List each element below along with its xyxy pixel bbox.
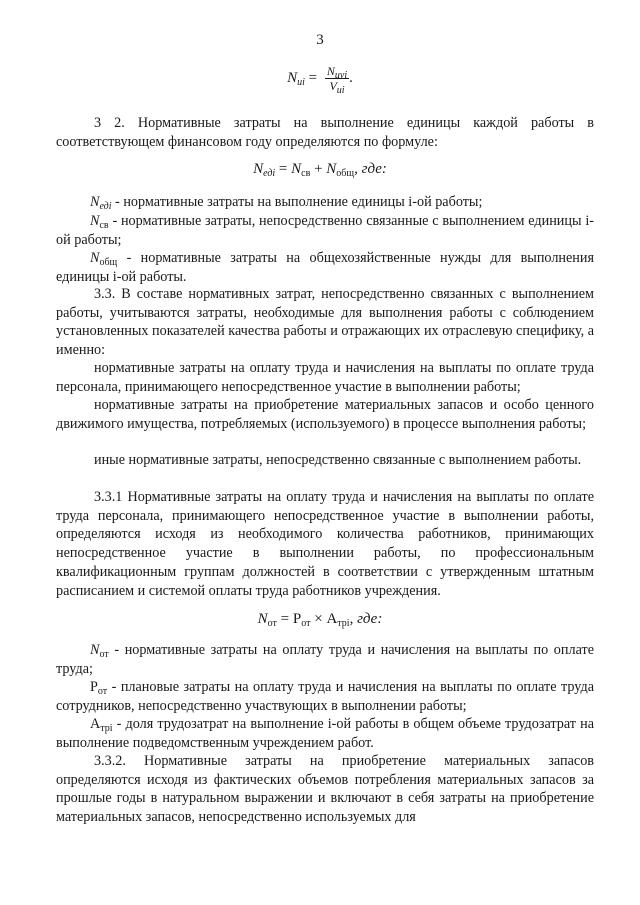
definition-atr: $А_{трi}$ - доля трудозатрат на выполнение i-ой работы в общем объеме трудозатрат на выполнение подведомственным учреждением работ. (56, 716, 594, 751)
formula-operator: = (308, 69, 318, 86)
formula-ned: $N_{едi} = N_{св} + N_{общ}$, где: (253, 161, 387, 179)
definition-nob: $N_{общ}$ - нормативные затраты на общехозяйственные нужды для выполнения единицы i-ой работы. (56, 250, 594, 285)
list-item-labor: нормативные затраты на оплату труда и начисления на выплаты по оплате труда персонала, принимающего непосредственное участие в выполнении работы; (56, 360, 594, 395)
formula-fraction (325, 64, 349, 96)
definition-rot: $Р_{от}$ - плановые затраты на оплату труда и начисления на выплаты по оплате труда сотрудников, непосредственно участвующих в выполнении работы; (56, 679, 594, 714)
paragraph-3-3-2: 3.3.2. Нормативные затраты на приобретение материальных запасов определяются исходя из фактических объемов потребления материальных запасов за прошлые годы в натуральном выражении и включают в себя затраты на приобретение материальных запасов, непосредственно используемых для (56, 753, 594, 826)
definition-not: $N_{от}$ - нормативные затраты на оплату труда и начисления на выплаты по оплате труда; (56, 642, 594, 677)
page-number: 3 (316, 32, 324, 48)
list-item-other: иные нормативные затраты, непосредственно связанные с выполнением работы. (94, 452, 582, 468)
definition-nsv: $N_{св}$ - нормативные затраты, непосредственно связанные с выполнением единицы i-ой работы; (56, 213, 594, 248)
paragraph-3-2: 3 2. Нормативные затраты на выполнение единицы каждой работы в соответствующем финансовом году определяются по формуле: (56, 115, 594, 150)
formula-tail: . (349, 69, 353, 86)
fraction-numerator: $N_{uvi}$ (326, 64, 348, 81)
list-item-materials: нормативные затраты на приобретение материальных запасов и особо ценного движимого имущества, потребляемых (используемого) в процессе выполнения работы; (56, 397, 594, 432)
paragraph-3-3: 3.3. В составе нормативных затрат, непосредственно связанных с выполнением работы, учитываются затраты, необходимые для выполнения работы с соблюдением установленных показателей качества работы и отражающих их отраслевую специфику, а именно: (56, 286, 594, 359)
paragraph-3-3-1: 3.3.1 Нормативные затраты на оплату труда и начисления на выплаты по оплате труда персонала, принимающего непосредственное участие в выполнении работы, определяются исходя из необходимого количества работников, принимающих непосредственное участие в выполнении работы, по профессиональным квалификационным группам должностей в соответствии с утвержденным штатным расписанием и системой оплаты труда работников учреждения. (56, 489, 594, 599)
formula-nui (0, 64, 640, 96)
fraction-denominator: $V_{ui}$ (329, 79, 345, 96)
formula-subscript: ui (297, 76, 305, 88)
formula-symbol: N (287, 69, 298, 86)
formula-not: $N_{от} = Р_{от} \times А_{трi}$, где: (257, 611, 383, 629)
definition-ned: $N_{едi}$ - нормативные затраты на выполнение единицы i-ой работы; (90, 194, 483, 212)
